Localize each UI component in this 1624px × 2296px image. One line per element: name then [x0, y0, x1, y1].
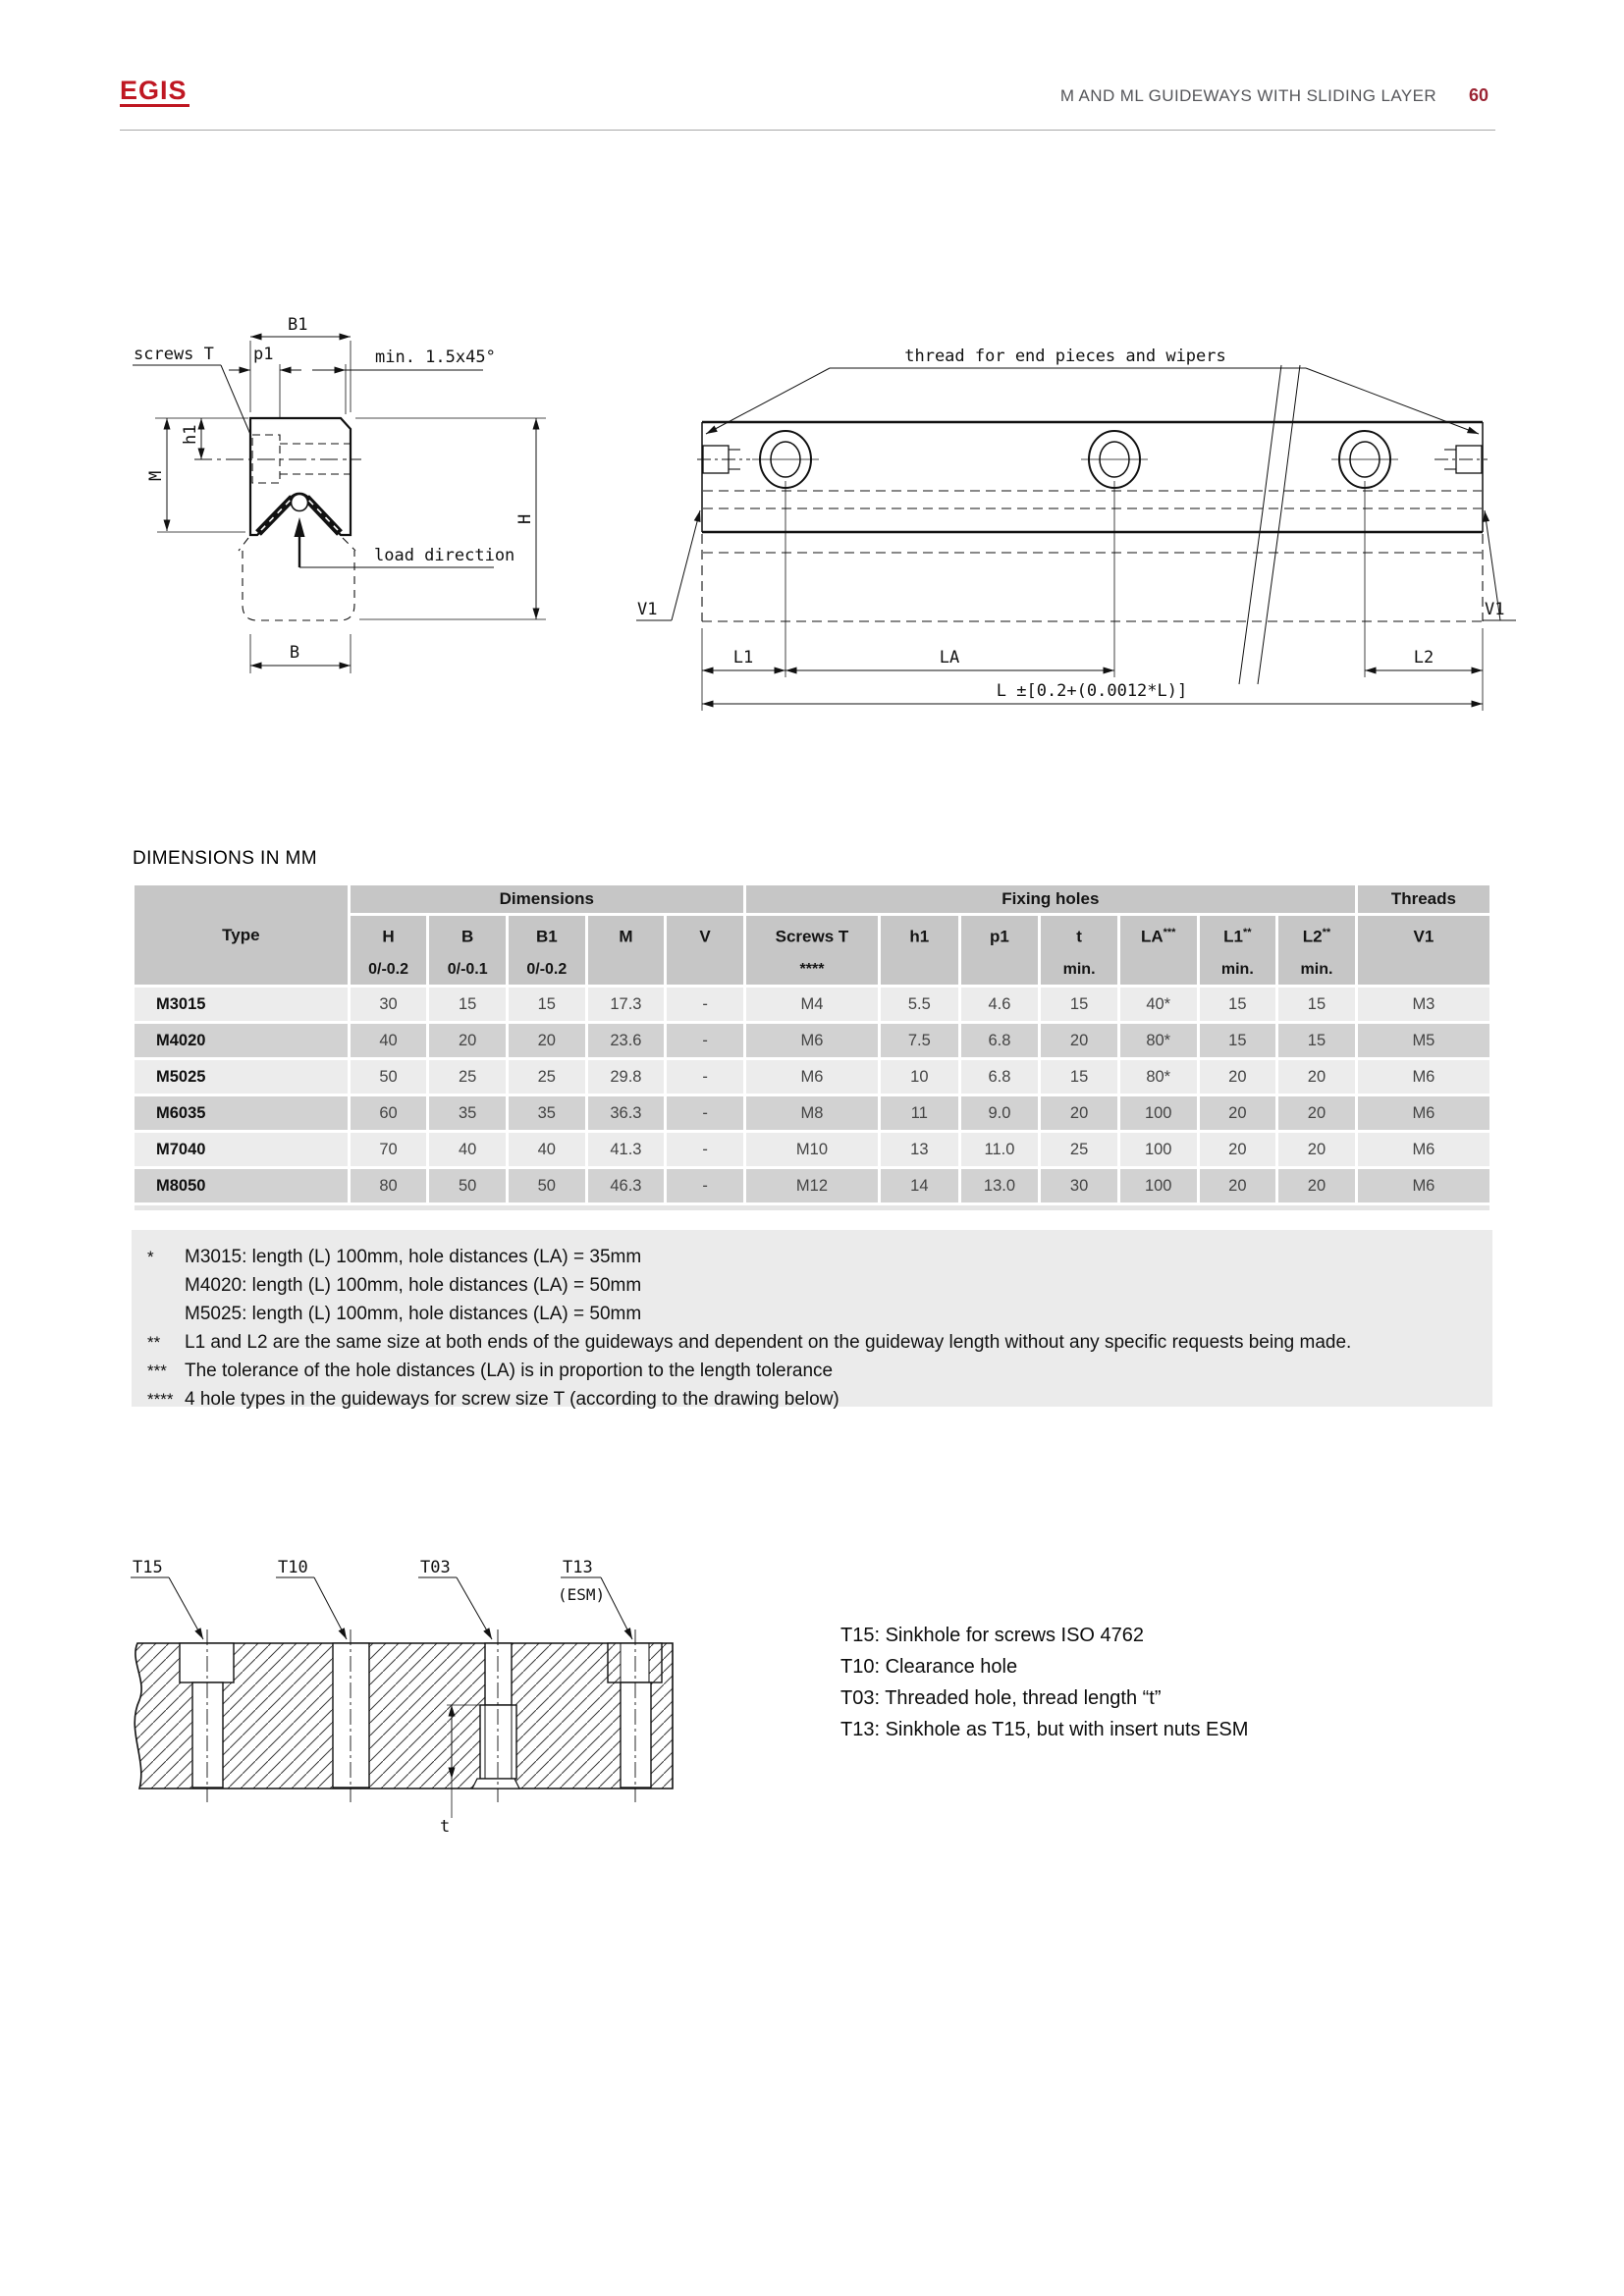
label-t13: T13	[563, 1558, 593, 1577]
col-header-b1: B1 0/-0.2	[509, 916, 585, 985]
col-header-la: LA***	[1120, 916, 1197, 985]
col-header-m: M	[588, 916, 665, 985]
col-header-b: B 0/-0.1	[429, 916, 506, 985]
col-header-l2: L2** min.	[1278, 916, 1355, 985]
label-esm: (ESM)	[558, 1585, 606, 1604]
group-header-dimensions: Dimensions	[351, 885, 743, 913]
hole-type-legend	[840, 1620, 1248, 1745]
col-header-v: V	[667, 916, 743, 985]
footnote-line: *** The tolerance of the hole distances (LA) is in proportion to the length tolerance	[147, 1361, 834, 1381]
cross-section-geometry	[133, 337, 546, 673]
label-t10: T10	[278, 1558, 308, 1577]
col-header-h: H 0/-0.2	[351, 916, 427, 985]
group-header-fixing-holes: Fixing holes	[746, 885, 1355, 913]
label-b: B	[289, 643, 300, 663]
table-row: M6035 60 35 35 36.3 - M8 11 9.0 20 100 20 20 M6	[135, 1096, 1489, 1130]
label-chamfer: min. 1.5x45°	[375, 347, 496, 367]
footnote-line: M5025: length (L) 100mm, hole distances (LA) = 50mm	[185, 1304, 642, 1324]
label-l2: L2	[1413, 648, 1435, 667]
label-b1: B1	[288, 315, 308, 335]
table-row: M5025 50 25 25 29.8 - M6 10 6.8 15 80* 20 20 M6	[135, 1060, 1489, 1094]
col-header-h1: h1	[881, 916, 958, 985]
label-h: H	[515, 513, 535, 524]
label-h1: h1	[181, 424, 200, 445]
label-la: LA	[939, 648, 960, 667]
label-l1: L1	[732, 648, 754, 667]
col-header-p1: p1	[961, 916, 1039, 985]
header-divider	[120, 130, 1495, 131]
label-t-dim: t	[440, 1817, 451, 1837]
footnote-line: ** L1 and L2 are the same size at both ends of the guideways and dependent on the guideway length without any specific requests being made.	[147, 1332, 1352, 1353]
col-header-l1: L1** min.	[1200, 916, 1276, 985]
label-thread-note: thread for end pieces and wipers	[904, 347, 1226, 366]
hole-types-drawing	[93, 1546, 697, 1841]
footnote-line: M4020: length (L) 100mm, hole distances (LA) = 50mm	[185, 1275, 642, 1296]
legend-line: T13: Sinkhole as T15, but with insert nuts ESM	[840, 1719, 1249, 1740]
footnotes-block	[132, 1230, 1492, 1410]
legend-line: T03: Threaded hole, thread length “t”	[840, 1687, 1162, 1709]
col-header-screws-t: Screws T ****	[746, 916, 878, 985]
footnote-line: **** 4 hole types in the guideways for screw size T (according to the drawing below)	[147, 1389, 839, 1410]
page-number: 60	[1468, 85, 1489, 105]
legend-line: T15: Sinkhole for screws ISO 4762	[840, 1625, 1145, 1646]
label-v1-right: V1	[1485, 600, 1505, 619]
dimensions-table	[132, 882, 1492, 1213]
label-l-total: L ±[0.2+(0.0012*L)]	[996, 681, 1188, 701]
table-row: M8050 80 50 50 46.3 - M12 14 13.0 30 100 20 20 M6	[135, 1169, 1489, 1202]
col-header-t: t min.	[1041, 916, 1117, 985]
cross-section-drawing	[83, 309, 569, 682]
hole-types-geometry	[131, 1577, 673, 1818]
table-row: M4020 40 20 20 23.6 - M6 7.5 6.8 20 80* 15 15 M5	[135, 1024, 1489, 1057]
label-screws-t: screws T	[134, 345, 214, 364]
table-row: M3015 30 15 15 17.3 - M4 5.5 4.6 15 40* 15 15 M3	[135, 988, 1489, 1021]
col-header-type: Type	[135, 885, 348, 985]
table-bottom-strip	[135, 1205, 1489, 1210]
label-t15: T15	[133, 1558, 163, 1577]
label-t03: T03	[420, 1558, 451, 1577]
section-title: DIMENSIONS IN MM	[133, 848, 317, 869]
label-load-direction: load direction	[374, 546, 515, 565]
label-p1: p1	[253, 345, 274, 364]
col-header-v1: V1	[1358, 916, 1489, 985]
table-row: M7040 70 40 40 41.3 - M10 13 11.0 25 100 20 20 M6	[135, 1133, 1489, 1166]
egis-logo: EGIS	[120, 76, 188, 105]
group-header-threads: Threads	[1358, 885, 1489, 913]
legend-line: T10: Clearance hole	[840, 1656, 1018, 1678]
side-view-geometry	[636, 365, 1516, 711]
side-view-drawing	[628, 344, 1517, 721]
label-v1-left: V1	[637, 600, 658, 619]
label-m: M	[146, 470, 166, 481]
fixing-holes	[752, 431, 1398, 488]
footnote-line: * M3015: length (L) 100mm, hole distances (LA) = 35mm	[147, 1247, 642, 1267]
page-title: M AND ML GUIDEWAYS WITH SLIDING LAYER	[1059, 86, 1436, 105]
